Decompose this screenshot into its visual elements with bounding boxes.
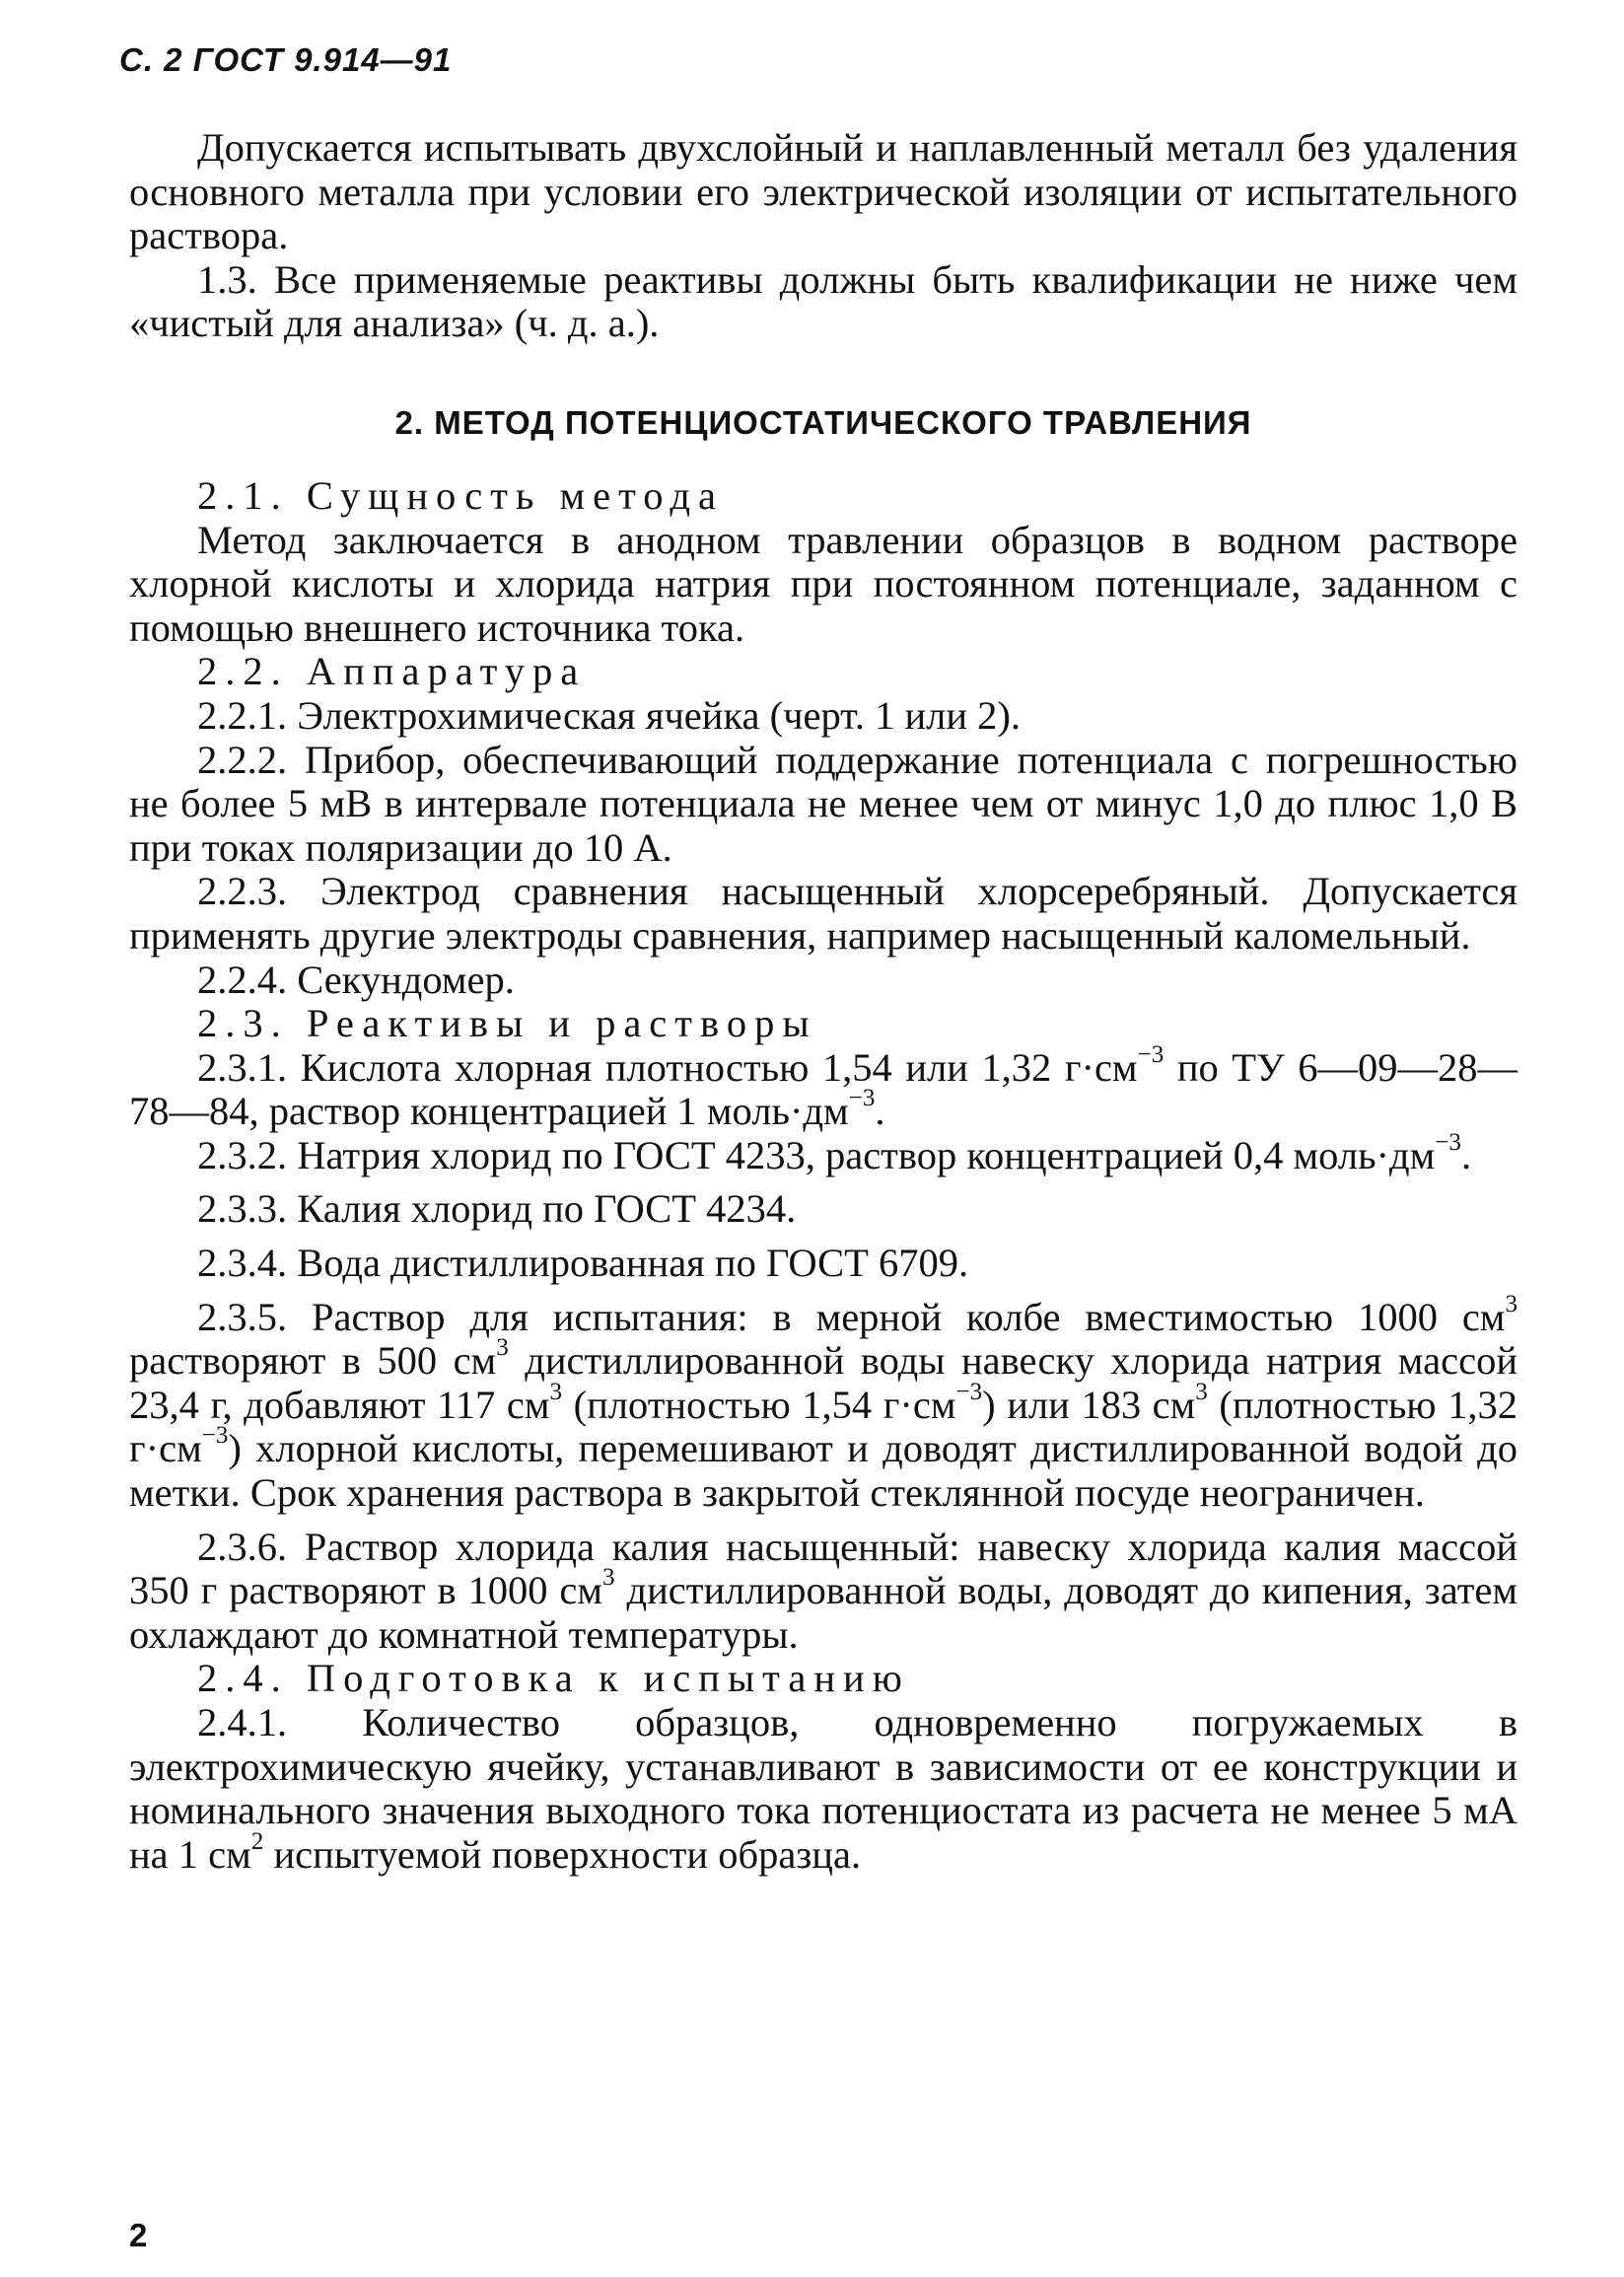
subheading-2-2: 2.2. Аппаратура: [197, 649, 587, 694]
page-header: С. 2 ГОСТ 9.914—91: [119, 41, 453, 78]
paragraph-2-3-5: 2.3.5. Раствор для испытания: в мерной колбе вместимостью 1000 $см^3$ растворяют в 500 $см^3$ дистиллированной воды навеску хлорида натрия массой 23,4 г, добавляют 117 $см^3$ (плотностью 1,54 $г\cdot см^{-3}$) или 183 $см^3$ (плотностью 1,32 $г\cdot см^{-3}$) хлорной кислоты, перемешивают и доводят дистиллированной водой до метки. Срок хранения раствора в закрытой стеклянной посуде неограничен.: [129, 1290, 1518, 1516]
paragraph-bimetal: Допускается испытывать двухслойный и наплавленный металл без удаления основного металла при условии его электрической изоляции от испытательного раствора.: [129, 125, 1518, 258]
subheading-2-4: 2.4. Подготовка к испытанию: [197, 1656, 910, 1701]
paragraph-2-3-4: 2.3.4. Вода дистиллированная по ГОСТ 6709.: [197, 1241, 969, 1286]
document-body: [129, 126, 1518, 1877]
paragraph-2-2-4: 2.2.4. Секундомер.: [197, 957, 515, 1002]
paragraph-2-3-3: 2.3.3. Калия хлорид по ГОСТ 4234.: [197, 1186, 797, 1232]
paragraph-2-3-6: 2.3.6. Раствор хлорида калия насыщенный: навеску хлорида калия массой 350 г растворяют в 1000 $см^3$ дистиллированной воды, доводят до кипения, затем охлаждают до комнатной температуры.: [129, 1524, 1518, 1657]
subheading-2-1: 2.1. Сущность метода: [197, 472, 724, 518]
paragraph-2-2-1: 2.2.1. Электрохимическая ячейка (черт. 1 или 2).: [197, 692, 1021, 738]
paragraph-2-4-1: 2.4.1. Количество образцов, одновременно погружаемых в электрохимическую ячейку, устанавливают в зависимости от ее конструкции и номинального значения выходного тока потенциостата из расчета не менее 5 мА на 1 $см^2$ испытуемой поверхности образца.: [129, 1700, 1518, 1877]
paragraph-2-3-1: 2.3.1. Кислота хлорная плотностью 1,54 или 1,32 $г\cdot см^{-3}$ по ТУ 6—09—28—78—84, раствор концентрацией 1 $моль\cdot дм^{-3}$.: [129, 1040, 1518, 1134]
page-number: 2: [129, 2217, 148, 2253]
subheading-2-3: 2.3. Реактивы и растворы: [197, 1001, 817, 1046]
paragraph-2-3-2: 2.3.2. Натрия хлорид по ГОСТ 4233, раствор концентрацией 0,4 $моль\cdot дм^{-3}$.: [197, 1129, 1472, 1177]
paragraph-2-2-3: 2.2.3. Электрод сравнения насыщенный хлорсеребряный. Допускается применять другие электроды сравнения, например насыщенный каломельный.: [129, 869, 1518, 958]
paragraph-1-3: 1.3. Все применяемые реактивы должны быть квалификации не ниже чем «чистый для анализа» (ч. д. а.).: [129, 256, 1518, 346]
paragraph-2-2-2: 2.2.2. Прибор, обеспечивающий поддержание потенциала с погрешностью не более 5 мВ в интервале потенциала не менее чем от минус 1,0 до плюс 1,0 В при токах поляризации до 10 А.: [129, 737, 1518, 870]
section-title: 2. МЕТОД ПОТЕНЦИОСТАТИЧЕСКОГО ТРАВЛЕНИЯ: [394, 403, 1252, 441]
paragraph-method-essence: Метод заключается в анодном травлении образцов в водном растворе хлорной кислоты и хлорида натрия при постоянном потенциале, заданном с помощью внешнего источника тока.: [129, 517, 1518, 650]
